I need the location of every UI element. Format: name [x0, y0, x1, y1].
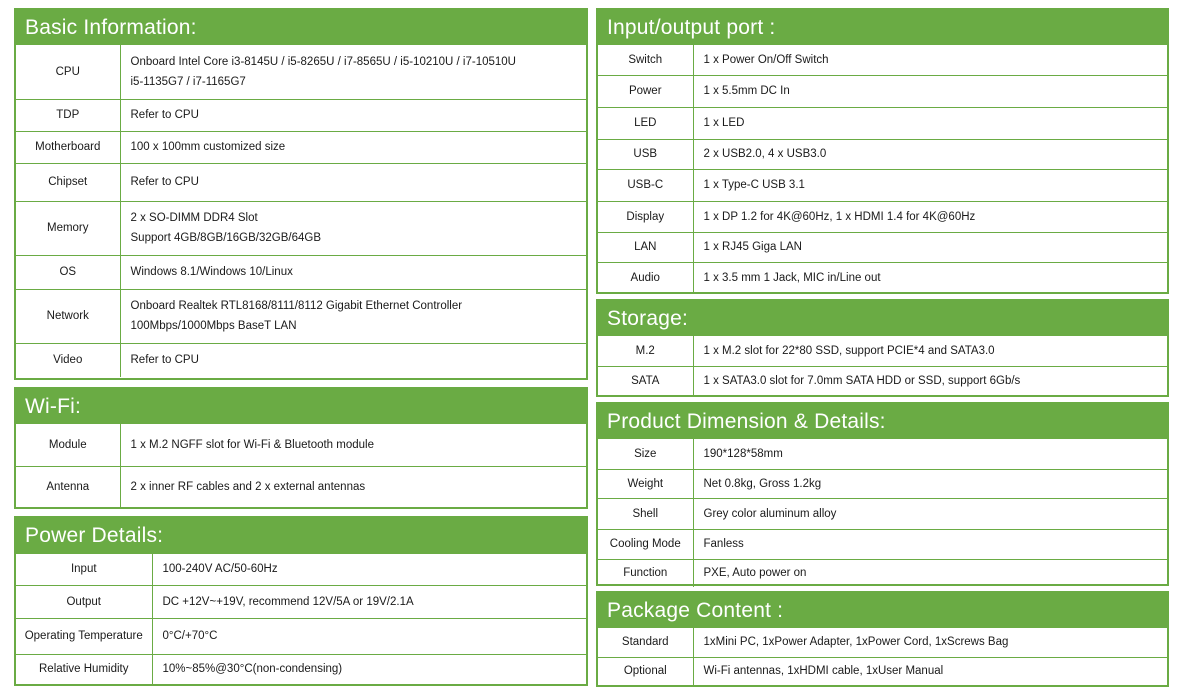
spec-label: Operating Temperature	[16, 618, 152, 654]
spec-value	[120, 163, 586, 201]
spec-value-line: 10%~85%@30°C(non-condensing)	[162, 663, 343, 676]
spec-value	[152, 554, 586, 585]
spec-value-line: Fanless	[703, 538, 744, 550]
spec-value-line: 100-240V AC/50-60Hz	[162, 563, 278, 576]
spec-value	[693, 107, 1167, 139]
spec-table	[598, 45, 1167, 293]
section-header: Input/output port :	[598, 10, 1167, 45]
spec-row	[16, 289, 586, 343]
spec-table	[598, 628, 1167, 685]
package-content-section	[596, 591, 1169, 687]
spec-value	[693, 469, 1167, 498]
spec-value	[120, 45, 586, 99]
spec-value	[120, 131, 586, 163]
spec-label: Display	[598, 201, 693, 232]
spec-row	[16, 99, 586, 131]
spec-row	[598, 75, 1167, 107]
spec-row	[16, 45, 586, 99]
spec-value	[693, 628, 1167, 657]
spec-value-line: PXE, Auto power on	[703, 567, 807, 580]
spec-row	[16, 424, 586, 466]
spec-value-line: Refer to CPU	[130, 176, 199, 188]
spec-row	[598, 366, 1167, 395]
spec-row	[16, 585, 586, 618]
spec-label: CPU	[16, 45, 120, 99]
spec-table	[16, 424, 586, 507]
spec-row	[16, 654, 586, 684]
spec-row	[598, 107, 1167, 139]
spec-row	[598, 139, 1167, 169]
spec-value-line: Grey color aluminum alloy	[703, 507, 837, 520]
section-header: Power Details:	[16, 518, 586, 554]
spec-table	[16, 45, 586, 377]
spec-value	[120, 201, 586, 255]
spec-label: Memory	[16, 201, 120, 255]
spec-label: LAN	[598, 232, 693, 262]
product-dimension-section	[596, 402, 1169, 586]
spec-value-line: Wi-Fi antennas, 1xHDMI cable, 1xUser Manual	[703, 665, 944, 678]
spec-row	[598, 529, 1167, 559]
spec-value-line: Refer to CPU	[130, 109, 199, 121]
spec-value	[120, 99, 586, 131]
wifi-section	[14, 387, 588, 509]
io-port-section	[596, 8, 1169, 294]
section-header: Package Content :	[598, 593, 1167, 628]
spec-value	[693, 439, 1167, 469]
spec-value	[693, 75, 1167, 107]
storage-section	[596, 299, 1169, 397]
spec-value	[120, 424, 586, 466]
section-header: Storage:	[598, 301, 1167, 336]
spec-row	[598, 169, 1167, 201]
spec-label: Antenna	[16, 466, 120, 507]
spec-value-line: 1 x DP 1.2 for 4K@60Hz, 1 x HDMI 1.4 for 4K@60Hz	[703, 210, 976, 223]
spec-label: Video	[16, 343, 120, 377]
spec-label: TDP	[16, 99, 120, 131]
spec-row	[598, 559, 1167, 587]
spec-label: Relative Humidity	[16, 654, 152, 684]
spec-label: Motherboard	[16, 131, 120, 163]
spec-label: Switch	[598, 45, 693, 75]
spec-value-line: 0°C/+70°C	[162, 630, 218, 642]
spec-label: Input	[16, 554, 152, 585]
spec-value-line: 1 x Type-C USB 3.1	[703, 179, 805, 191]
spec-value-line: 1 x 3.5 mm 1 Jack, MIC in/Line out	[703, 271, 881, 284]
spec-value-line: Support 4GB/8GB/16GB/32GB/64GB	[130, 232, 321, 244]
section-header: Wi-Fi:	[16, 389, 586, 424]
spec-value-line: 2 x SO-DIMM DDR4 Slot	[130, 212, 258, 224]
spec-row	[16, 163, 586, 201]
spec-row	[598, 45, 1167, 75]
spec-value-line: 2 x inner RF cables and 2 x external antennas	[130, 480, 366, 493]
spec-table	[598, 439, 1167, 587]
spec-row	[16, 554, 586, 585]
spec-value	[120, 343, 586, 377]
spec-value	[152, 585, 586, 618]
spec-label: SATA	[598, 366, 693, 395]
spec-value-line: 1 x LED	[703, 117, 745, 129]
spec-value	[693, 232, 1167, 262]
spec-label: Chipset	[16, 163, 120, 201]
spec-value	[693, 529, 1167, 559]
spec-label: Output	[16, 585, 152, 618]
spec-label: Size	[598, 439, 693, 469]
spec-value	[693, 366, 1167, 395]
spec-row	[598, 336, 1167, 366]
spec-value	[693, 139, 1167, 169]
spec-value-line: 1 x Power On/Off Switch	[703, 53, 829, 66]
spec-label: Optional	[598, 657, 693, 685]
spec-label: LED	[598, 107, 693, 139]
spec-label: Function	[598, 559, 693, 587]
spec-value	[693, 657, 1167, 685]
spec-value-line: Refer to CPU	[130, 354, 199, 367]
spec-row	[16, 131, 586, 163]
spec-label: M.2	[598, 336, 693, 366]
spec-value	[693, 336, 1167, 366]
spec-row	[16, 201, 586, 255]
spec-value-line: 1 x M.2 NGFF slot for Wi-Fi & Bluetooth module	[130, 438, 374, 451]
spec-value-line: 1 x SATA3.0 slot for 7.0mm SATA HDD or SSD, support 6Gb/s	[703, 374, 1021, 387]
spec-value	[120, 255, 586, 289]
spec-label: Network	[16, 289, 120, 343]
spec-row	[598, 262, 1167, 293]
section-header: Product Dimension & Details:	[598, 404, 1167, 439]
spec-value-line: i5-1135G7 / i7-1165G7	[130, 75, 246, 88]
spec-value-line: Onboard Intel Core i3-8145U / i5-8265U / i7-8565U / i5-10210U / i7-10510U	[130, 55, 516, 68]
spec-value	[693, 201, 1167, 232]
spec-value	[152, 618, 586, 654]
power-details-section	[14, 516, 588, 686]
spec-row	[598, 469, 1167, 498]
spec-value	[693, 45, 1167, 75]
spec-label: USB	[598, 139, 693, 169]
spec-value-line: 1 x RJ45 Giga LAN	[703, 241, 802, 253]
spec-value-line: Windows 8.1/Windows 10/Linux	[130, 266, 293, 278]
spec-value	[120, 289, 586, 343]
spec-value-line: 100Mbps/1000Mbps BaseT LAN	[130, 320, 297, 332]
spec-label: Standard	[598, 628, 693, 657]
spec-value-line: 2 x USB2.0, 4 x USB3.0	[703, 148, 827, 160]
spec-value-line: 100 x 100mm customized size	[130, 141, 286, 153]
spec-label: Power	[598, 75, 693, 107]
spec-row	[598, 232, 1167, 262]
spec-label: Module	[16, 424, 120, 466]
spec-value	[693, 169, 1167, 201]
spec-value	[120, 466, 586, 507]
spec-row	[16, 343, 586, 377]
spec-label: OS	[16, 255, 120, 289]
spec-row	[598, 201, 1167, 232]
spec-table	[598, 336, 1167, 395]
spec-value-line: DC +12V~+19V, recommend 12V/5A or 19V/2.1A	[162, 595, 414, 608]
spec-table	[16, 554, 586, 684]
spec-row	[598, 657, 1167, 685]
spec-value-line: 1 x M.2 slot for 22*80 SSD, support PCIE*4 and SATA3.0	[703, 344, 995, 357]
spec-value	[693, 262, 1167, 293]
spec-value-line: Net 0.8kg, Gross 1.2kg	[703, 477, 822, 490]
spec-row	[16, 618, 586, 654]
section-header: Basic Information:	[16, 10, 586, 45]
spec-label: Weight	[598, 469, 693, 498]
spec-label: Shell	[598, 498, 693, 529]
spec-row	[598, 439, 1167, 469]
spec-row	[16, 255, 586, 289]
spec-row	[598, 498, 1167, 529]
spec-value-line: 1 x 5.5mm DC In	[703, 85, 790, 97]
spec-label: USB-C	[598, 169, 693, 201]
spec-row	[598, 628, 1167, 657]
basic-information-section	[14, 8, 588, 380]
spec-value	[152, 654, 586, 684]
spec-value	[693, 559, 1167, 587]
spec-value-line: 1xMini PC, 1xPower Adapter, 1xPower Cord, 1xScrews Bag	[703, 636, 1009, 649]
spec-value-line: Onboard Realtek RTL8168/8111/8112 Gigabit Ethernet Controller	[130, 300, 463, 312]
spec-row	[16, 466, 586, 507]
spec-value	[693, 498, 1167, 529]
spec-label: Audio	[598, 262, 693, 293]
spec-label: Cooling Mode	[598, 529, 693, 559]
spec-value-line: 190*128*58mm	[703, 447, 783, 460]
